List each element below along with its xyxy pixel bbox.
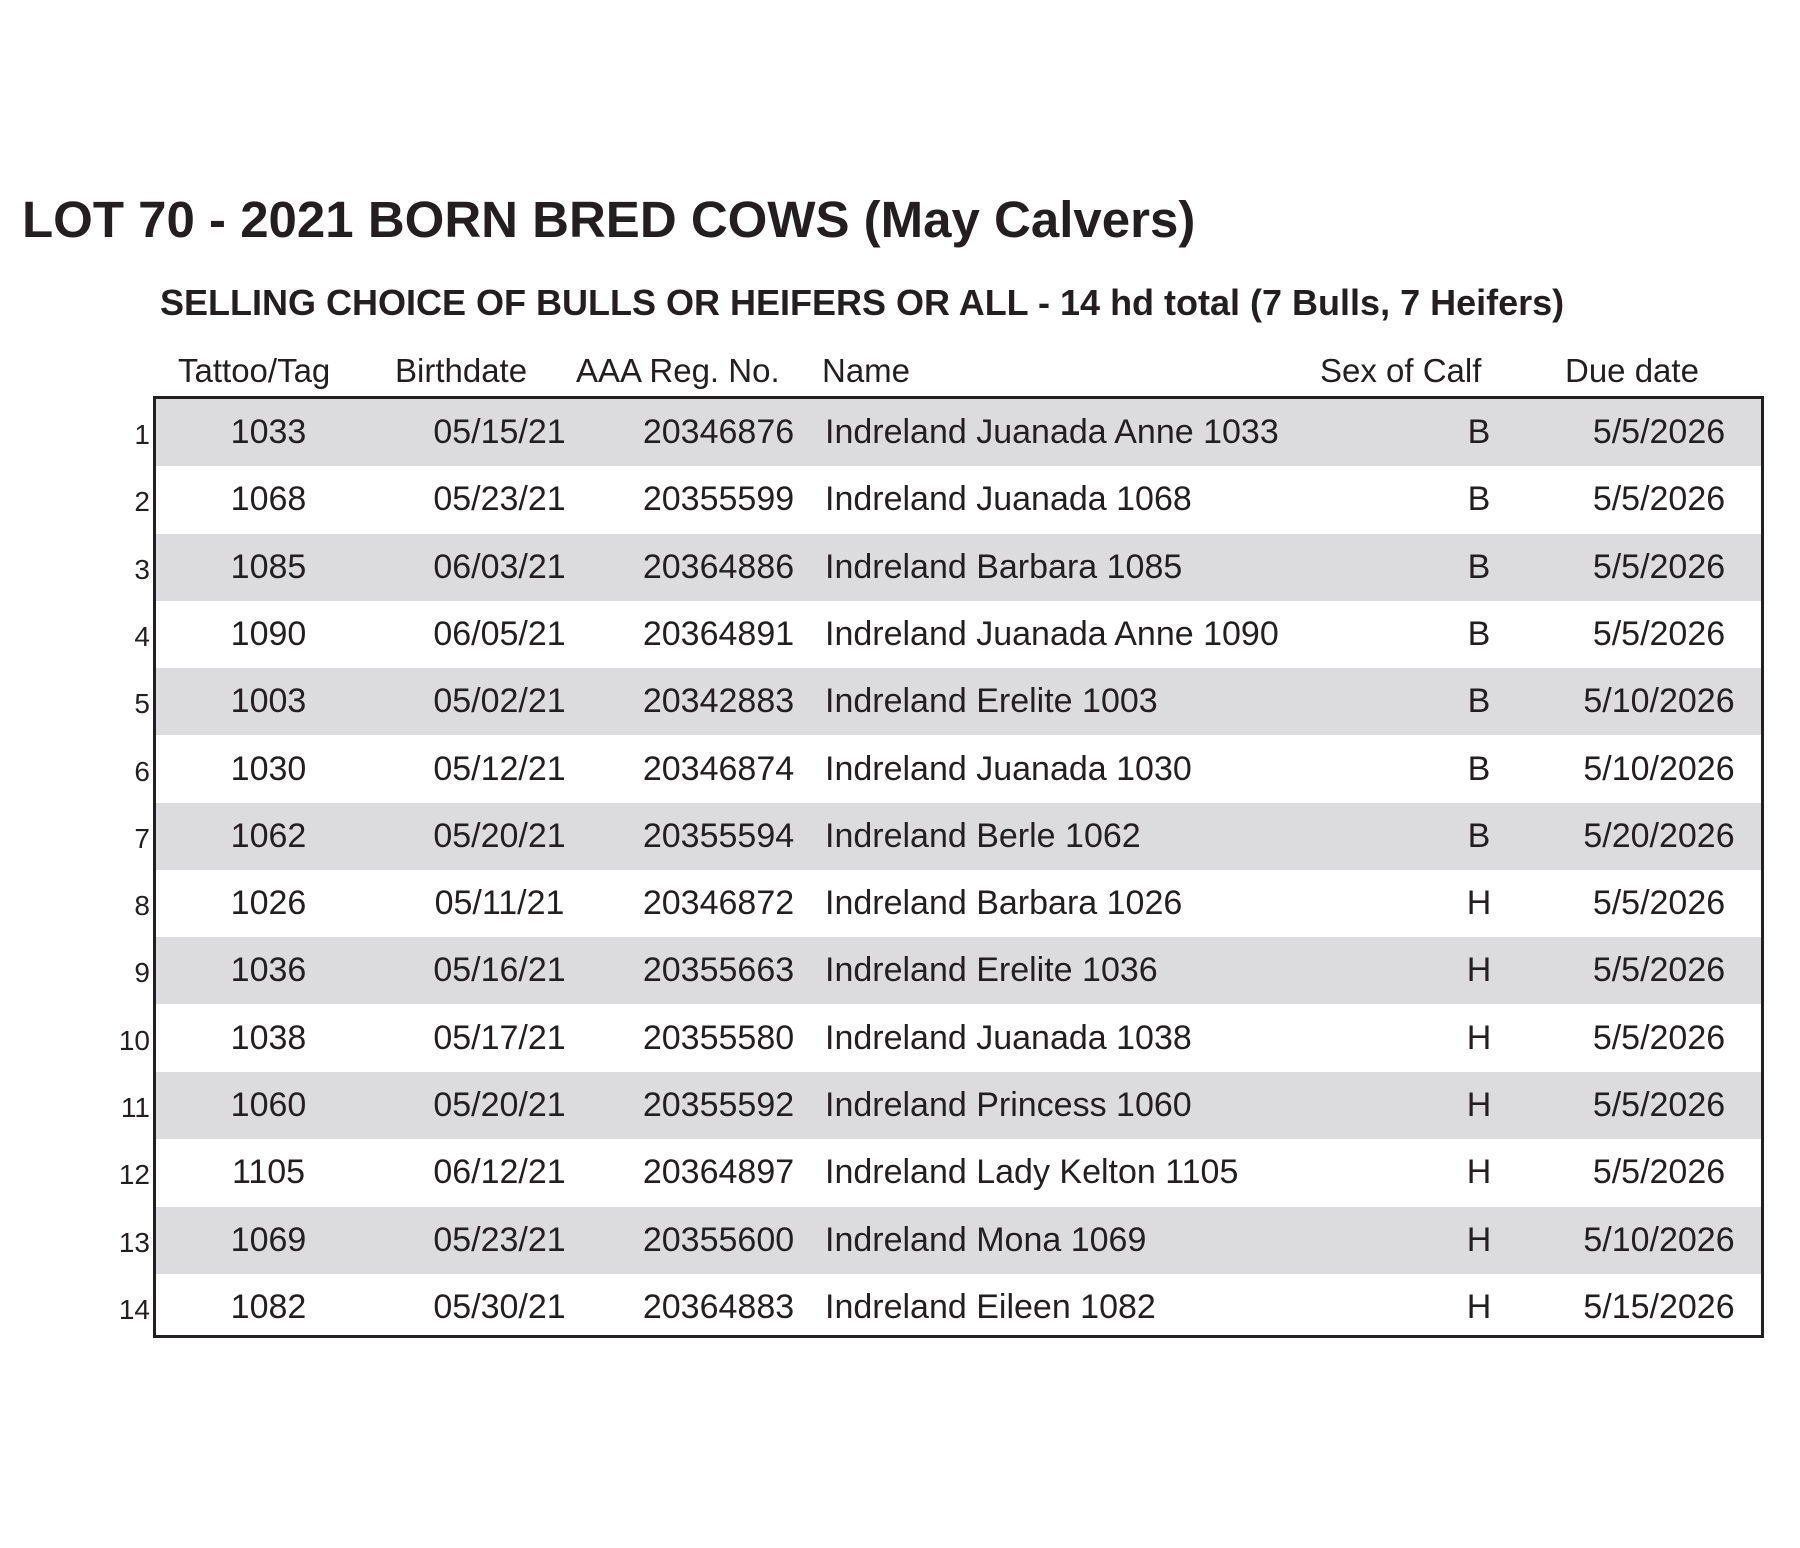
cell-due-date: 5/5/2026 xyxy=(1592,1086,1726,1124)
row-number: 2 xyxy=(134,486,150,518)
cell-reg-no: 20355580 xyxy=(642,1018,795,1057)
table-row xyxy=(156,937,1761,1004)
cell-tag: 1085 xyxy=(230,547,307,586)
cell-reg-no: 20355594 xyxy=(642,816,795,855)
cell-tag: 1036 xyxy=(230,951,307,990)
cell-sex-of-calf: H xyxy=(1466,1153,1492,1192)
cell-birthdate: 06/03/21 xyxy=(433,547,566,586)
cattle-table xyxy=(153,396,1764,1338)
cell-due-date: 5/5/2026 xyxy=(1592,884,1726,923)
cell-reg-no: 20364897 xyxy=(642,1153,795,1192)
cell-birthdate: 05/02/21 xyxy=(433,682,566,721)
table-row xyxy=(156,668,1761,735)
cell-name: Indreland Barbara 1085 xyxy=(825,547,1183,586)
table-row xyxy=(156,1274,1761,1338)
cell-name: Indreland Juanada 1038 xyxy=(825,1018,1192,1057)
cell-sex-of-calf: H xyxy=(1466,1220,1492,1259)
cell-birthdate: 05/23/21 xyxy=(433,480,566,519)
cell-tag: 1060 xyxy=(230,1086,307,1124)
cell-tag: 1069 xyxy=(230,1220,307,1259)
cell-tag: 1033 xyxy=(230,413,307,451)
cell-name: Indreland Lady Kelton 1105 xyxy=(825,1153,1239,1192)
row-number: 12 xyxy=(118,1159,150,1191)
cell-reg-no: 20364886 xyxy=(642,547,795,586)
cell-sex-of-calf: H xyxy=(1466,1086,1492,1124)
cell-tag: 1090 xyxy=(230,614,307,653)
table-row xyxy=(156,601,1761,668)
cell-due-date: 5/5/2026 xyxy=(1592,413,1726,451)
cell-name: Indreland Juanada Anne 1090 xyxy=(825,614,1279,653)
cell-sex-of-calf: B xyxy=(1467,413,1491,451)
cell-reg-no: 20355600 xyxy=(642,1220,795,1259)
table-row xyxy=(156,736,1761,803)
cell-due-date: 5/5/2026 xyxy=(1592,951,1726,990)
row-number: 7 xyxy=(134,822,150,854)
cell-sex-of-calf: H xyxy=(1466,1287,1492,1326)
cell-tag: 1082 xyxy=(230,1287,307,1326)
cell-reg-no: 20355663 xyxy=(642,951,795,990)
table-row xyxy=(156,1207,1761,1274)
cell-sex-of-calf: B xyxy=(1467,480,1491,519)
cell-name: Indreland Mona 1069 xyxy=(825,1220,1147,1259)
cell-reg-no: 20346872 xyxy=(642,884,795,923)
page-subtitle: SELLING CHOICE OF BULLS OR HEIFERS OR ALL - 14 hd total (7 Bulls, 7 Heifers) xyxy=(160,282,1565,323)
cell-name: Indreland Erelite 1036 xyxy=(825,951,1158,990)
cell-sex-of-calf: B xyxy=(1467,614,1491,653)
cell-name: Indreland Eileen 1082 xyxy=(825,1287,1156,1326)
row-number: 4 xyxy=(134,620,150,652)
cell-reg-no: 20346876 xyxy=(642,413,795,451)
cell-due-date: 5/15/2026 xyxy=(1583,1287,1735,1326)
table-row xyxy=(156,1072,1761,1139)
cell-birthdate: 05/11/21 xyxy=(434,884,565,923)
cell-tag: 1003 xyxy=(230,682,307,721)
cell-birthdate: 05/16/21 xyxy=(433,951,566,990)
cell-due-date: 5/5/2026 xyxy=(1592,614,1726,653)
cell-tag: 1068 xyxy=(230,480,307,519)
cell-name: Indreland Berle 1062 xyxy=(825,816,1141,855)
row-number: 8 xyxy=(134,890,150,922)
table-row xyxy=(156,1139,1761,1206)
cell-sex-of-calf: H xyxy=(1466,884,1492,923)
cell-sex-of-calf: B xyxy=(1467,547,1491,586)
cell-due-date: 5/10/2026 xyxy=(1583,749,1735,788)
cell-name: Indreland Erelite 1003 xyxy=(825,682,1158,721)
table-row xyxy=(156,870,1761,937)
cell-due-date: 5/5/2026 xyxy=(1592,480,1726,519)
cell-due-date: 5/10/2026 xyxy=(1583,1220,1735,1259)
cell-tag: 1105 xyxy=(231,1153,306,1192)
row-number: 1 xyxy=(134,419,150,450)
row-number: 11 xyxy=(120,1092,150,1123)
cell-reg-no: 20355599 xyxy=(642,480,795,519)
cell-birthdate: 05/15/21 xyxy=(433,413,566,451)
table-row xyxy=(156,534,1761,601)
cell-reg-no: 20346874 xyxy=(642,749,795,788)
cell-birthdate: 05/17/21 xyxy=(433,1018,566,1057)
header-tattoo-tag: Tattoo/Tag xyxy=(178,352,331,389)
table-row xyxy=(156,466,1761,533)
table-row xyxy=(156,399,1761,466)
table-row xyxy=(156,1005,1761,1072)
cell-sex-of-calf: H xyxy=(1466,1018,1492,1057)
row-number: 9 xyxy=(134,957,150,989)
cell-name: Indreland Princess 1060 xyxy=(825,1086,1192,1124)
cell-birthdate: 05/30/21 xyxy=(433,1287,566,1326)
page-title: LOT 70 - 2021 BORN BRED COWS (May Calvers) xyxy=(22,191,1196,248)
cell-tag: 1030 xyxy=(230,749,307,788)
row-number: 6 xyxy=(134,755,150,787)
row-number: 10 xyxy=(118,1024,150,1056)
cell-sex-of-calf: B xyxy=(1467,682,1491,721)
cell-due-date: 5/5/2026 xyxy=(1592,1018,1726,1057)
cell-sex-of-calf: H xyxy=(1466,951,1492,990)
cell-birthdate: 05/12/21 xyxy=(433,749,566,788)
header-birthdate: Birthdate xyxy=(395,352,528,389)
cell-reg-no: 20342883 xyxy=(642,682,795,721)
cell-due-date: 5/20/2026 xyxy=(1583,816,1735,855)
cell-due-date: 5/5/2026 xyxy=(1592,547,1726,586)
cell-reg-no: 20364891 xyxy=(642,614,795,653)
cell-birthdate: 05/20/21 xyxy=(433,816,566,855)
cell-name: Indreland Juanada 1068 xyxy=(825,480,1192,519)
cell-due-date: 5/5/2026 xyxy=(1592,1153,1726,1192)
cell-name: Indreland Juanada 1030 xyxy=(825,749,1192,788)
table-row xyxy=(156,803,1761,870)
cell-sex-of-calf: B xyxy=(1467,749,1491,788)
row-number: 5 xyxy=(134,688,150,720)
cell-name: Indreland Barbara 1026 xyxy=(825,884,1183,923)
cell-name: Indreland Juanada Anne 1033 xyxy=(825,413,1279,451)
header-reg-no: AAA Reg. No. xyxy=(576,352,780,389)
cell-birthdate: 05/20/21 xyxy=(433,1086,566,1124)
cell-due-date: 5/10/2026 xyxy=(1583,682,1735,721)
cell-reg-no: 20355592 xyxy=(642,1086,795,1124)
cell-birthdate: 05/23/21 xyxy=(433,1220,566,1259)
row-number: 14 xyxy=(118,1293,150,1325)
row-number: 13 xyxy=(118,1226,150,1258)
cell-sex-of-calf: B xyxy=(1467,816,1491,855)
cell-tag: 1062 xyxy=(230,816,307,855)
header-due-date: Due date xyxy=(1565,352,1699,389)
cell-reg-no: 20364883 xyxy=(642,1287,795,1326)
row-number: 3 xyxy=(134,553,150,585)
cell-tag: 1038 xyxy=(230,1018,307,1057)
column-headers xyxy=(0,352,1800,396)
header-sex-of-calf: Sex of Calf xyxy=(1320,352,1482,389)
cell-birthdate: 06/05/21 xyxy=(433,614,566,653)
cell-tag: 1026 xyxy=(230,884,307,923)
header-name: Name xyxy=(822,352,911,389)
cell-birthdate: 06/12/21 xyxy=(433,1153,566,1192)
